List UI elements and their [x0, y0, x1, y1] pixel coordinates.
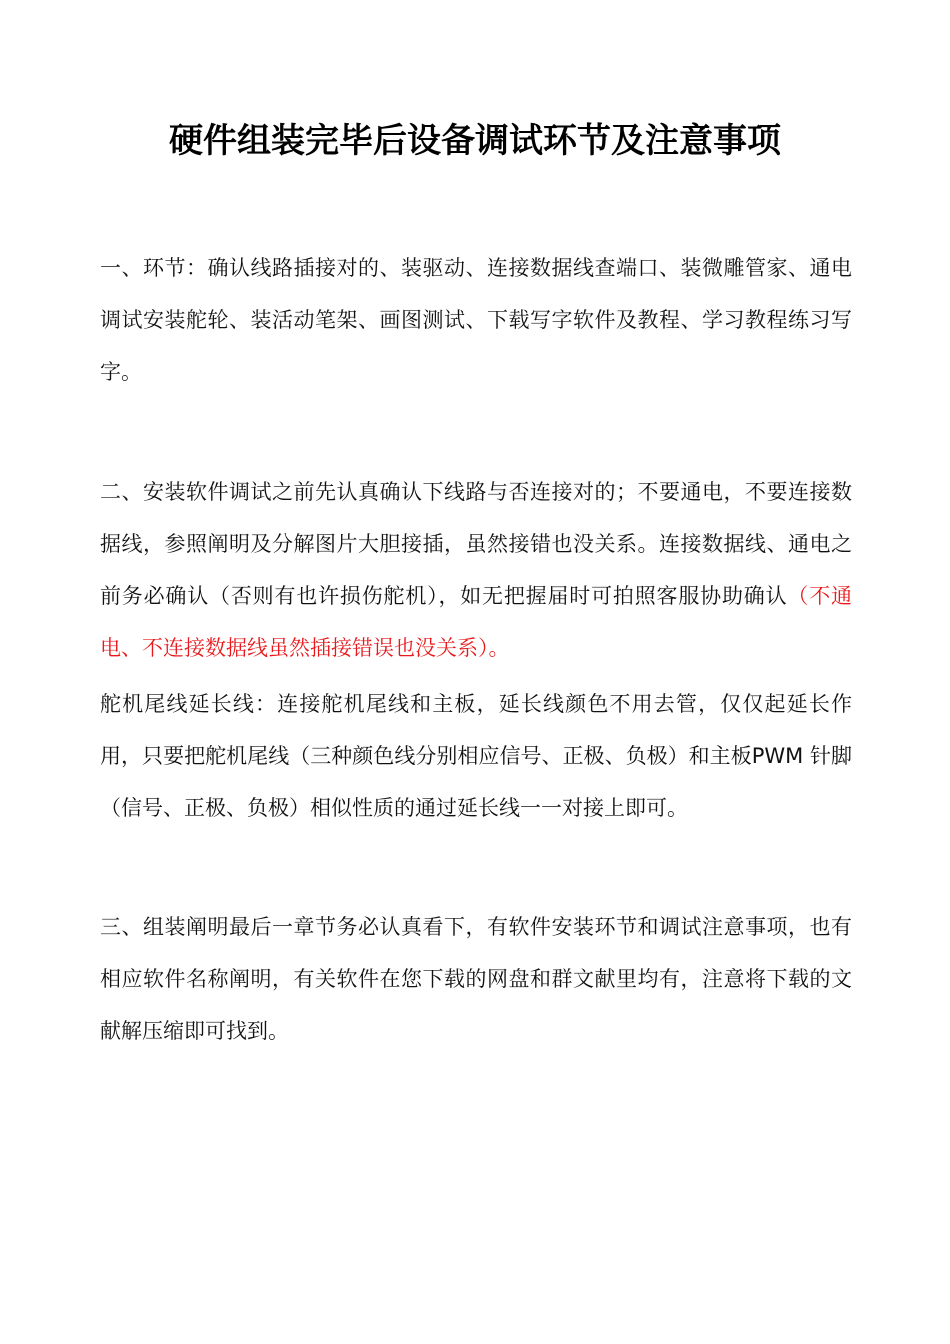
section-one-paragraph: [100, 242, 852, 398]
servo-extension-paragraph: [100, 678, 852, 834]
section-two-highlight: （不通电、不连接数据线虽然插接错误也没关系）。: [100, 584, 853, 660]
servo-extension-text: 舵机尾线延长线：连接舵机尾线和主板，延长线颜色不用去管，仅仅起延长作用，只要把舵机尾线（三种颜色线分别相应信号、正极、负极）和主板PWM 针脚（信号、正极、负极）相似性质的通过延长线一一对接上即可。: [100, 692, 852, 820]
section-three-paragraph: [100, 901, 852, 1057]
section-three-text: 三、组装阐明最后一章节务必认真看下，有软件安装环节和调试注意事项，也有相应软件名称阐明，有关软件在您下载的网盘和群文献里均有，注意将下载的文献解压缩即可找到。: [100, 915, 852, 1043]
section-two-text: 二、安装软件调试之前先认真确认下线路与否连接对的；不要通电，不要连接数据线，参照阐明及分解图片大胆接插，虽然接错也没关系。连接数据线、通电之前务必确认（否则有也许损伤舵机），如无把握届时可拍照客服协助确认: [100, 480, 852, 608]
section-one-text: 一、环节：确认线路插接对的、装驱动、连接数据线查端口、装微雕管家、通电调试安装舵轮、装活动笔架、画图测试、下载写字软件及教程、学习教程练习写字。: [100, 256, 852, 384]
section-two-paragraph: [100, 466, 852, 674]
document-title: 硬件组装完毕后设备调试环节及注意事项: [169, 121, 781, 161]
